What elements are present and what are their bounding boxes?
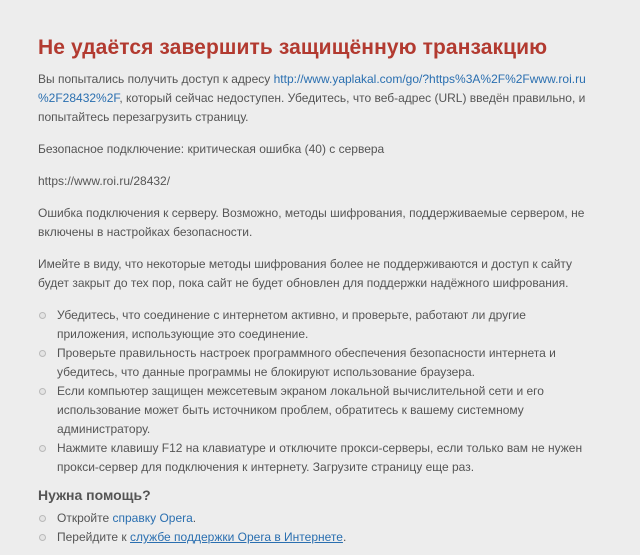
bullet-icon: [39, 515, 46, 522]
help-heading: Нужна помощь?: [38, 487, 151, 503]
help-list: [38, 509, 598, 547]
tip-text: Нажмите клавишу F12 на клавиатуре и отключите прокси-серверы, если только вам не нужен прокси-сервер для подключения к интернету. Загрузите страницу еще раз.: [57, 441, 583, 474]
list-item: [38, 528, 598, 547]
encryption-note: Имейте в виду, что некоторые методы шифрования более не поддерживаются и доступ к сайту будет закрыт до тех пор, пока сайт не будет обновлен для поддержки надёжного шифрования.: [38, 257, 573, 290]
list-item: [38, 382, 598, 439]
tip-text: Проверьте правильность настроек программного обеспечения безопасности интернета и убедитесь, что данные программы не блокируют использование браузера.: [57, 346, 556, 379]
page-title: Не удаётся завершить защищённую транзакцию: [38, 36, 548, 59]
help-item1-after: .: [192, 511, 197, 525]
intro-text-after: , который сейчас недоступен. Убедитесь, что веб-адрес (URL) введён правильно, и попытайтесь перезагрузить страницу.: [38, 91, 586, 124]
list-item: [38, 439, 598, 477]
list-item: [38, 344, 598, 382]
bullet-icon: [39, 312, 46, 319]
bullet-icon: [39, 388, 46, 395]
help-item2-after: .: [342, 530, 347, 544]
error-line: Безопасное подключение: критическая ошибка (40) с сервера: [38, 142, 385, 156]
error-description: Ошибка подключения к серверу. Возможно, методы шифрования, поддерживаемые сервером, не включены в настройках безопасности.: [38, 206, 585, 239]
bullet-icon: [39, 350, 46, 357]
server-url: https://www.roi.ru/28432/: [38, 174, 171, 188]
requested-url-part1: http://www.yaplakal.com/go/?https%3A%2F%2Fwww.roi.ru: [273, 72, 586, 86]
opera-support-link[interactable]: службе поддержки Opera в Интернете: [130, 530, 343, 544]
help-item1-before: Откройте: [57, 511, 113, 525]
list-item: [38, 306, 598, 344]
bullet-icon: [39, 534, 46, 541]
tip-text: Если компьютер защищен межсетевым экраном локальной вычислительной сети и его использование может быть источником проблем, обратитесь к вашему системному администратору.: [57, 384, 544, 436]
intro-text-before: Вы попытались получить доступ к адресу: [38, 72, 274, 86]
tip-text: Убедитесь, что соединение с интернетом активно, и проверьте, работают ли другие приложения, использующие это соединение.: [57, 308, 526, 341]
bullet-icon: [39, 445, 46, 452]
list-item: [38, 509, 598, 528]
opera-help-link[interactable]: справку Opera: [112, 511, 193, 525]
requested-url-part2: %2F28432%2F: [38, 91, 120, 105]
intro-paragraph: [38, 70, 598, 127]
error-content: [38, 36, 598, 555]
help-item2-before: Перейдите к: [57, 530, 131, 544]
tips-list: [38, 306, 598, 477]
